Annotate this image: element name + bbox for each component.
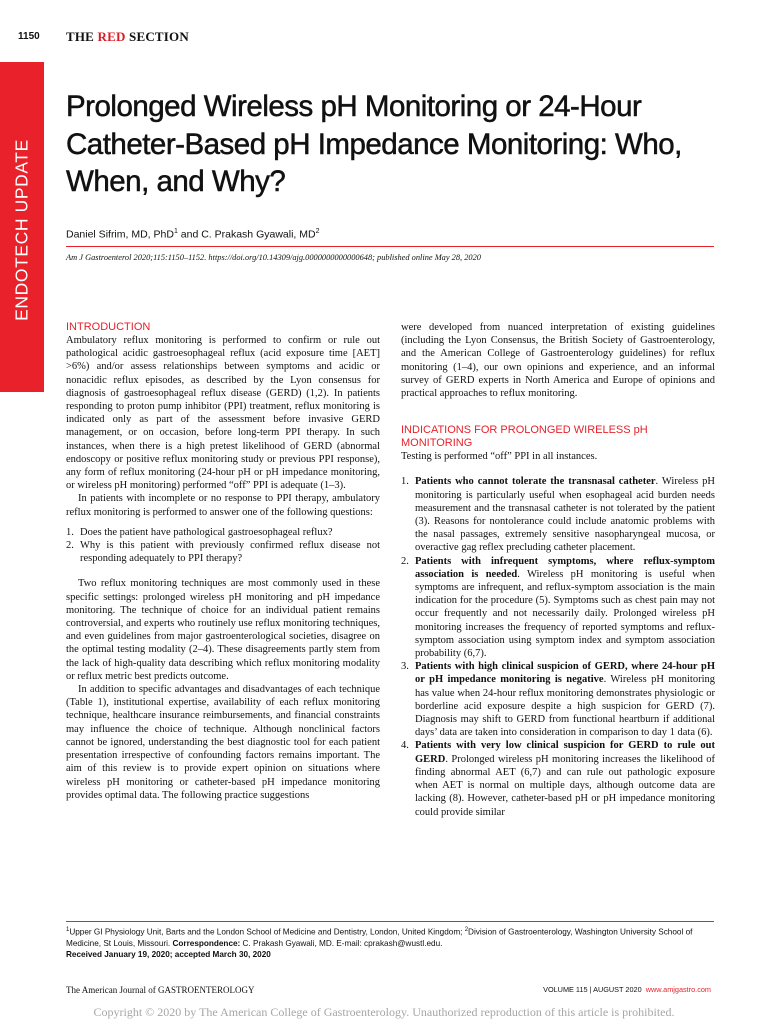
section-heading <box>66 29 189 45</box>
indication-item <box>401 475 715 554</box>
indications-list <box>401 475 715 818</box>
journal-url[interactable]: www.amjgastro.com <box>645 985 711 994</box>
author-1-affiliation: 1 <box>173 228 178 235</box>
question-item <box>66 526 380 539</box>
intro-paragraph-1: Ambulatory reflux monitoring is performed to confirm or rule out pathological acidic gastroesophageal reflux (acid exposure time [AET] >6%) and/or assess relationships between symptoms and acidic or nonacidic reflux episodes, as described by the Lyon consensus for diagnosis of gastroesophageal reflux disease (GERD) (1,2). In patients responding to proton pump inhibitor (PPI) treatment, reflux monitoring is indicated only as part of the assessment before invasive GERD management, or on occasion, before long-term PPI therapy. In such instances, when there is a high pretest likelihood of GERD (abnormal endoscopy or positive reflux monitoring study or previous PPI response), any form of reflux monitoring (24-hour pH or pH impedance monitoring, or wireless pH monitoring) performed “off” PPI is adequate (1–3). <box>66 335 380 492</box>
indication-bold: Patients who cannot tolerate the transnasal catheter <box>415 476 656 488</box>
indication-number: 1. <box>401 476 409 488</box>
section-prefix: THE <box>66 29 95 44</box>
page-number: 1150 <box>18 31 40 42</box>
indications-intro: Testing is performed “off” PPI in all instances. <box>401 451 598 463</box>
side-tab-label: ENDOTECH UPDATE <box>11 139 32 321</box>
question-text: Does the patient have pathological gastroesophageal reflux? <box>80 526 333 538</box>
indication-number: 3. <box>401 661 409 673</box>
affiliation-1: Upper GI Physiology Unit, Barts and the London School of Medicine and Dentistry, London, United Kingdom; <box>69 927 465 937</box>
citation: Am J Gastroenterol 2020;115:1150–1152. https://doi.org/10.14309/ajg.0000000000000648; published online May 28, 2020 <box>66 253 481 262</box>
indication-bold: Patients with very low clinical suspicion for GERD to rule out GERD <box>415 740 715 765</box>
indication-item <box>401 555 715 661</box>
intro-paragraph-4: In addition to specific advantages and disadvantages of each technique (Table 1), institutional expertise, availability of each reflux monitoring technique, healthcare insurance reimbursements, and financial constraints may influence the choice of technique. Although nonclinical factors cannot be ignored, understanding the best diagnostic tool for each patient presentation irrespective of confounding factors remains important. The aim of this review is to provide expert opinion on situations where wireless pH monitoring or catheter-based pH impedance monitoring provides optimal data. The following practice suggestions <box>66 684 380 801</box>
footnote-rule <box>66 921 714 922</box>
question-item <box>66 539 380 565</box>
affiliation-mark: 1 <box>66 927 70 933</box>
intro-paragraph-2: In patients with incomplete or no response to PPI therapy, ambulatory reflux monitoring is performed to answer one of the following questions: <box>66 493 380 518</box>
indication-text: . Wireless pH monitoring is particularly useful when esophageal acid burden needs measurement and the transnasal catheter is not tolerated by the patient (3). Reasons for nontolerance could include anatomic problems with the nasal passages, extremely sensitive nasopharyngeal mucosa, or overactive gag reflex precluding catheter placement. <box>415 476 715 554</box>
section-red-word: RED <box>97 29 126 44</box>
indication-number: 2. <box>401 555 409 567</box>
header-rule <box>66 246 714 247</box>
journal-title: GASTROENTEROLOGY <box>157 985 255 995</box>
continued-paragraph: were developed from nuanced interpretation of existing guidelines (including the Lyon Consensus, the British Society of Gastroenterology, and the American College of Gastroenterology guidelines) for reflux monitoring (1–4), our own opinions and experience, and an informal survey of GERD experts in North America and Europe of opinions and practical approaches to reflux monitoring. <box>401 322 715 400</box>
indication-text: . Wireless pH monitoring is useful when symptoms are infrequent, and reflux-symptom association is the main indication for the procedure (5). Symptoms such as chest pain may not occur frequently and not necessarily daily. Prolonged wireless pH monitoring increases the frequency of reported symptoms and reflux-symptom association using symptom index and symptom association probability (6,7). <box>415 568 715 660</box>
right-column <box>401 321 715 819</box>
question-text: Why is this patient with previously confirmed reflux disease not responding adequately to PPI therapy? <box>80 540 380 565</box>
introduction-heading: INTRODUCTION <box>66 321 151 333</box>
author-1: Daniel Sifrim, MD, PhD <box>66 228 174 241</box>
section-suffix: SECTION <box>129 29 189 44</box>
question-number: 2. <box>66 540 74 552</box>
side-tab <box>0 62 44 392</box>
indication-bold: Patients with high clinical suspicion of GERD, where 24-hour pH or pH impedance monitoring is negative <box>415 661 715 686</box>
received-dates: Received January 19, 2020; accepted March 30, 2020 <box>66 949 271 959</box>
indication-bold: Patients with infrequent symptoms, where reflux-symptom association is needed <box>415 555 715 580</box>
indication-item <box>401 660 715 739</box>
article-title: Prolonged Wireless pH Monitoring or 24-Hour Catheter-Based pH Impedance Monitoring: Who, When, and Why? <box>66 90 682 198</box>
affiliations <box>66 925 714 949</box>
journal-name <box>66 985 254 995</box>
indication-text: . Wireless pH monitoring has value when 24-hour reflux monitoring demonstrates physiologic or borderline acid exposure despite a high suspicion for GERD (7). Diagnosis may shift to GERD from functional heartburn if additional days’ data are taken into consideration in comparison to day 1 data (6). <box>415 674 716 739</box>
affiliation-mark: 2 <box>464 927 469 933</box>
question-list <box>66 526 380 566</box>
copyright-notice: Copyright © 2020 by The American College of Gastroenterology. Unauthorized reproduction of this article is prohibited. <box>93 1005 675 1019</box>
author-2-affiliation: 2 <box>315 228 320 235</box>
author-2: and C. Prakash Gyawali, MD <box>177 228 316 241</box>
authors <box>66 228 319 241</box>
indication-text: . Prolonged wireless pH monitoring increases the likelihood of finding abnormal AET (6,7) and can rule out pathologic exposure when AET is normal on multiple days, although outcome data are lacking (8). However, catheter-based pH or pH impedance monitoring could provide similar <box>415 753 715 818</box>
affiliation-2: Division of Gastroenterology, Washington University School of Medicine, St Louis, Missouri. <box>66 927 693 948</box>
intro-paragraph-3: Two reflux monitoring techniques are most commonly used in these specific settings: prolonged wireless pH monitoring and pH impedance monitoring. The technique of choice for an individual patient remains controversial, and experts who routinely use reflux monitoring techniques, and even guidelines from major gastroenterological societies, disagree on the optimal testing modality (2–4). These disagreements partly stem from the lack of high-quality data describing which reflux monitoring modality or reflux metric best predicts outcome. <box>66 578 380 682</box>
correspondence-text: C. Prakash Gyawali, MD. E-mail: cprakash@wustl.edu. <box>240 938 443 948</box>
volume-text: VOLUME 115 | AUGUST 2020 <box>543 985 642 994</box>
journal-prefix: The American Journal of <box>66 985 158 995</box>
indication-item <box>401 739 715 818</box>
volume-info <box>543 985 711 994</box>
question-number: 1. <box>66 526 74 538</box>
indications-heading: INDICATIONS FOR PROLONGED WIRELESS pH MONITORING <box>401 424 648 450</box>
indication-number: 4. <box>401 740 409 752</box>
correspondence-label: Correspondence: <box>172 938 241 948</box>
footnote <box>66 925 714 960</box>
left-column <box>66 321 380 802</box>
